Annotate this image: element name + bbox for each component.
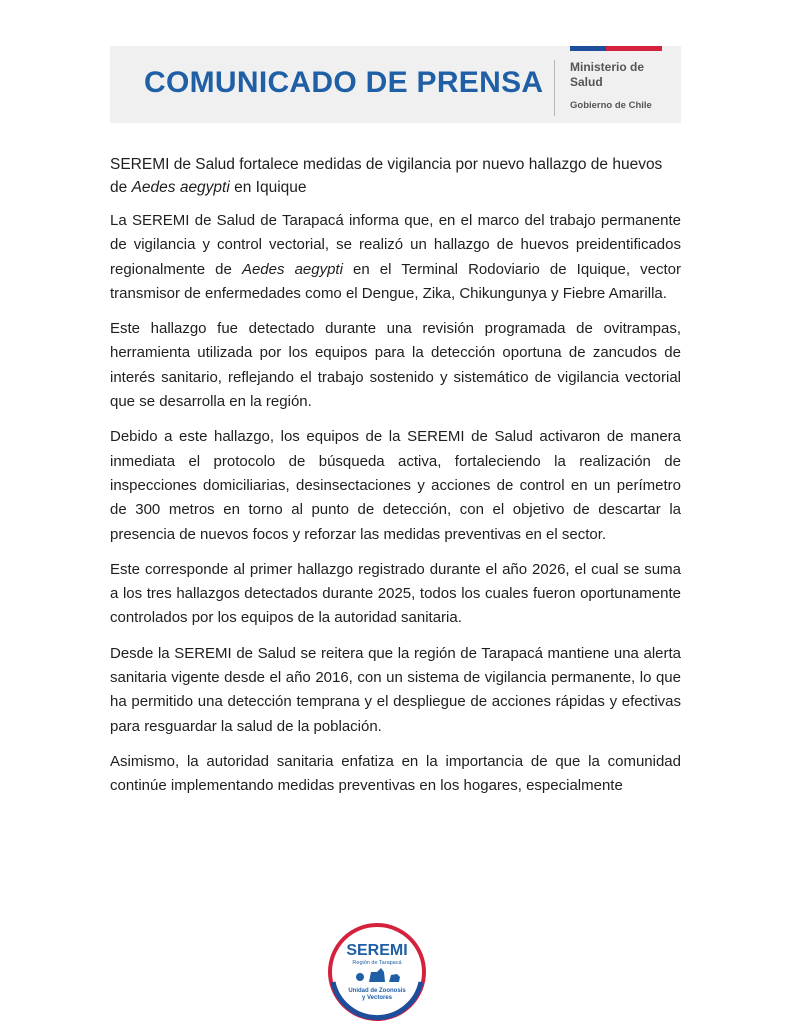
- flag-blue-band: [570, 46, 606, 51]
- paragraph-1-text-a: La SEREMI de Salud de Tarapacá informa que, en el marco del trabajo permanente de vigilancia y control vectorial, se realizó un hallazgo de huevos preidentificados regionalmente de: [110, 212, 681, 278]
- mosquito-icon: [356, 973, 364, 981]
- seremi-seal-logo: [327, 922, 427, 1022]
- article-headline: [110, 153, 681, 199]
- headline-species: Aedes aegypti: [131, 179, 230, 196]
- government-label: Gobierno de Chile: [570, 100, 652, 111]
- seal-region: Región de Tarapacá: [352, 960, 402, 966]
- paragraph-1: [110, 209, 681, 306]
- banner-divider: [554, 60, 555, 116]
- ministry-name: [570, 60, 644, 90]
- ministry-line-2: Salud: [570, 75, 603, 89]
- seal-unit-line-2: y Vectores: [361, 995, 393, 1001]
- headline-text-2: en Iquique: [229, 179, 307, 196]
- headline-text-1: SEREMI de Salud fortalece medidas de vigilancia por nuevo hallazgo de huevos de: [110, 156, 663, 196]
- paragraph-6: Asimismo, la autoridad sanitaria enfatiza en la importancia de que la comunidad continúe implementando medidas preventivas en los hogares, especialmente: [110, 752, 681, 795]
- seal-title: SEREMI: [346, 942, 408, 959]
- paragraph-1-species: Aedes aegypti: [241, 260, 343, 278]
- paragraph-4: Este corresponde al primer hallazgo registrado durante el año 2026, el cual se suma a los tres hallazgos detectados durante 2025, todos los cuales fueron oportunamente controlados por los equipos de la autoridad sanitaria.: [110, 560, 681, 627]
- flag-red-band: [606, 46, 662, 51]
- paragraph-3: Debido a este hallazgo, los equipos de la SEREMI de Salud activaron de manera inmediata el protocolo de búsqueda activa, fortaleciendo la realización de inspecciones domiciliarias, desinsectaciones y acciones de control en un perímetro de 300 metros en torno al punto de detección, con el objetivo de descartar la presencia de nuevos focos y reforzar las medidas preventivas en el sector.: [110, 428, 681, 543]
- article-body: [110, 153, 681, 810]
- seal-unit-line-1: Unidad de Zoonosis: [348, 988, 406, 994]
- paragraph-2: Este hallazgo fue detectado durante una revisión programada de ovitrampas, herramienta utilizada por los equipos para la detección oportuna de zancudos de interés sanitario, reflejando el trabajo sostenido y sistemático de vigilancia vectorial que se desarrolla en la región.: [110, 320, 681, 411]
- banner-title: COMUNICADO DE PRENSA: [144, 66, 544, 99]
- press-release-banner: [110, 46, 681, 123]
- paragraph-5: Desde la SEREMI de Salud se reitera que la región de Tarapacá mantiene una alerta sanitaria vigente desde el año 2016, con un sistema de vigilancia permanente, lo que ha permitido una detección temprana y el despliegue de acciones rápidas y efectivas para resguardar la salud de la población.: [110, 644, 681, 735]
- chile-flag-stripe: [570, 46, 662, 51]
- paragraph-1-text-b: en el Terminal Rodoviario de Iquique, vector transmisor de enfermedades como el Dengue, Zika, Chikungunya y Fiebre Amarilla.: [110, 260, 681, 302]
- ministry-line-1: Ministerio de: [570, 60, 645, 74]
